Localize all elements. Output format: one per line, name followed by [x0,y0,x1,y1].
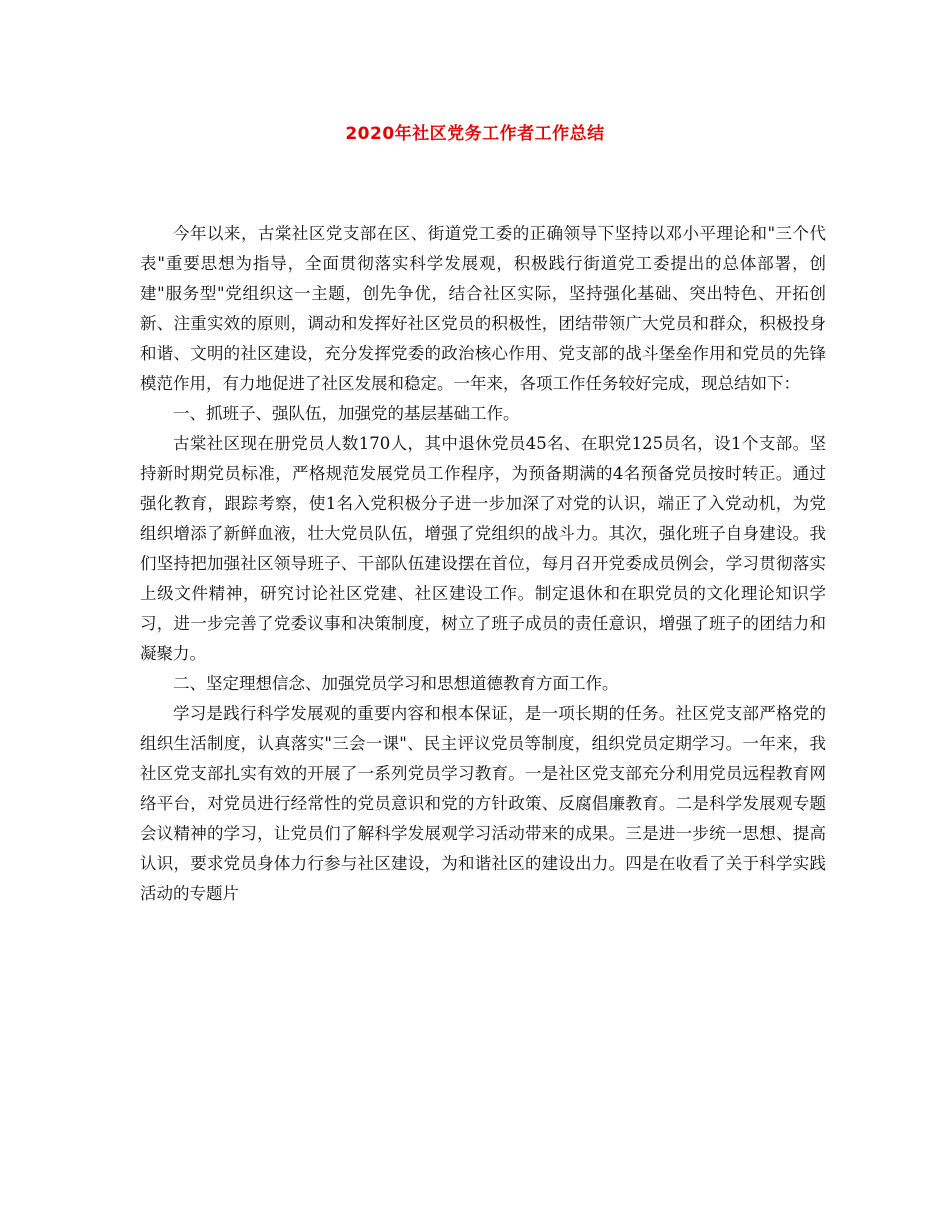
section-heading-2: 二、坚定理想信念、加强党员学习和思想道德教育方面工作。 [173,674,619,693]
document-title: 2020年社区党务工作者工作总结 [345,124,605,144]
paragraph-intro: 今年以来，古棠社区党支部在区、街道党工委的正确领导下坚持以邓小平理论和"三个代表"重要思想为指导，全面贯彻落实科学发展观，积极践行街道党工委提出的总体部署，创建"服务型"党组织这一主题，创先争优，结合社区实际，坚持强化基础、突出特色、开拓创新、注重实效的原则，调动和发挥好社区党员的积极性，团结带领广大党员和群众，积极投身和谐、文明的社区建设，充分发挥党委的政治核心作用、党支部的战斗堡垒作用和党员的先锋模范作用，有力地促进了社区发展和稳定。一年来，各项工作任务较好完成，现总结如下： [140,224,826,393]
paragraph-section-2: 学习是践行科学发展观的重要内容和根本保证，是一项长期的任务。社区党支部严格党的组织生活制度，认真落实"三会一课"、民主评议党员等制度，组织党员定期学习。一年来，我社区党支部扎实有效的开展了一系列党员学习教育。一是社区党支部充分利用党员远程教育网络平台，对党员进行经常性的党员意识和党的方针政策、反腐倡廉教育。二是科学发展观专题会议精神的学习，让党员们了解科学发展观学习活动带来的成果。三是进一步统一思想、提高认识，要求党员身体力行参与社区建设，为和谐社区的建设出力。四是在收看了关于科学实践活动的专题片 [140,704,826,903]
section-heading-1: 一、抓班子、强队伍，加强党的基层基础工作。 [173,404,520,423]
paragraph-section-1: 古棠社区现在册党员人数170人，其中退休党员45名、在职党125员名，设1个支部。坚持新时期党员标准，严格规范发展党员工作程序，为预备期满的4名预备党员按时转正。通过强化教育，跟踪考察，使1名入党积极分子进一步加深了对党的认识，端正了入党动机，为党组织增添了新鲜血液，壮大党员队伍，增强了党组织的战斗力。其次，强化班子自身建设。我们坚持把加强社区领导班子、干部队伍建设摆在首位，每月召开党委成员例会，学习贯彻落实上级文件精神，研究讨论社区党建、社区建设工作。制定退休和在职党员的文化理论知识学习，进一步完善了党委议事和决策制度，树立了班子成员的责任意识，增强了班子的团结力和凝聚力。 [140,434,826,663]
document-body [140,219,826,909]
